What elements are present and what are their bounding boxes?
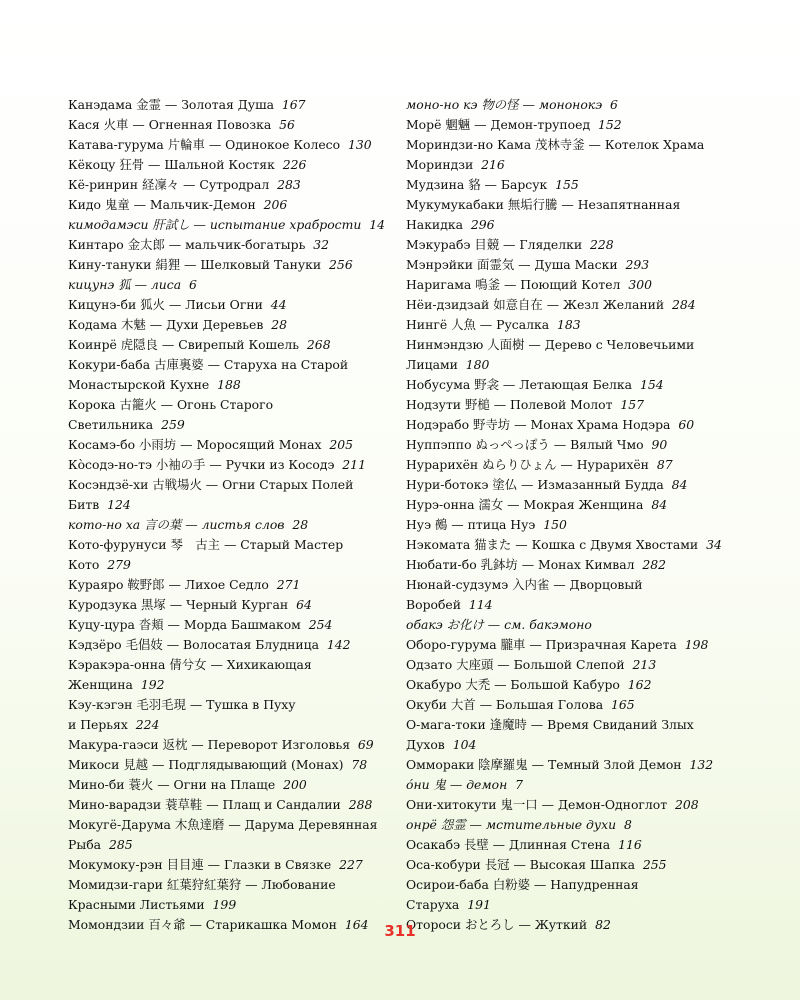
entry-text: Кокури-баба 古庫裏婆 — Старуха на Старой [68,357,349,372]
entry-page-number: 208 [674,797,699,812]
entry-page-number: 162 [627,677,652,692]
entry-text: кимодамэси 肝試し — испытание храбрости [68,217,362,232]
entry-page-number: 87 [656,457,673,472]
entry-text: Мудзина 貉 — Барсук [406,177,548,192]
entry-page-number: 157 [620,397,645,412]
entry-text: Кэу-кэгэн 毛羽毛現 — Тушка в Пуху [68,697,296,712]
index-entry [406,315,736,335]
index-entry [68,515,386,535]
index-entry [406,815,736,835]
entry-page-number: 114 [468,597,493,612]
index-entry [406,335,736,375]
entry-page-number: 165 [611,697,635,712]
index-entry [68,875,386,915]
entry-page-number: 271 [276,577,301,592]
entry-text: Кэракэра-онна 倩兮女 — Хихикающая [68,657,312,672]
entry-text: обакэ お化け — см. бакэмоно [406,617,592,632]
entry-text: Наригама 鳴釜 — Поющий Котел [406,277,621,292]
index-entry [406,375,736,395]
index-entry [406,615,736,635]
entry-continuation [68,555,386,575]
index-entry [406,455,736,475]
entry-text: кицунэ 狐 — лиса [68,277,182,292]
entry-continuation [68,675,386,695]
entry-page-number: 183 [556,317,581,332]
entry-page-number: 34 [706,537,722,552]
entry-text: О-мага-токи 逢魔時 — Время Свиданий Злых [406,717,694,732]
index-entry [406,635,736,655]
entry-page-number: 84 [671,477,688,492]
index-entry [68,175,386,195]
entry-page-number: 199 [212,897,237,912]
entry-text: Морё 魍魎 — Демон-трупоед [406,117,591,132]
entry-page-number: 279 [107,557,131,572]
entry-text: Нинмэндзю 人面樹 — Дерево с Человечьими [406,337,695,352]
entry-page-number: 60 [678,417,695,432]
entry-text: Они-хитокути 鬼一口 — Демон-Одноглот [406,797,668,812]
entry-page-number: 228 [590,237,614,252]
entry-page-number: 132 [689,757,714,772]
index-entry [68,695,386,735]
entry-page-number: 216 [481,157,505,172]
entry-page-number: 226 [282,157,307,172]
index-entry [68,635,386,655]
entry-page-number: 191 [467,897,491,912]
entry-page-number: 192 [140,677,165,692]
entry-page-number: 104 [452,737,477,752]
entry-page-number: 206 [263,197,288,212]
entry-page-number: 6 [610,97,618,112]
entry-text: Нуппэппо ぬっぺっぽう — Вялый Чмо [406,437,644,452]
index-entry [68,475,386,515]
index-entry [406,835,736,855]
index-entry [68,815,386,855]
entry-text: Момондзии 百々爺 — Старикашка Момон [68,917,337,932]
entry-text: Коинрё 虎隠良 — Свирепый Кошель [68,337,300,352]
entry-page-number: 180 [465,357,490,372]
entry-text: Мэкурабэ 目競 — Гляделки [406,237,583,252]
entry-continuation-text: Воробей [406,597,462,612]
entry-text: Нюнай-судзумэ 入内雀 — Дворцовый [406,577,643,592]
entry-text: Одзато 大座頭 — Большой Слепой [406,657,625,672]
index-entry [406,675,736,695]
entry-text: Кодама 木魅 — Духи Деревьев [68,317,264,332]
entry-text: Момидзи-гари 紅葉狩紅葉狩 — Любование [68,877,336,892]
entry-text: Куцу-цура 沓頬 — Морда Башмаком [68,617,301,632]
entry-text: Кася 火車 — Огненная Повозка [68,117,272,132]
entry-text: Кёкоцу 狂骨 — Шальной Костяк [68,157,275,172]
index-entry [68,235,386,255]
index-entry [68,795,386,815]
index-entry [68,335,386,355]
entry-page-number: 205 [329,437,354,452]
index-entry [68,255,386,275]
entry-page-number: 211 [342,457,366,472]
entry-page-number: 255 [642,857,667,872]
index-entry [68,535,386,575]
index-column-left [68,95,386,935]
index-entry [406,655,736,675]
entry-text: Косэндзё-хи 古戦場火 — Огни Старых Полей [68,477,354,492]
index-entry [68,775,386,795]
index-entry [406,535,736,555]
entry-text: Мино-варадзи 蓑草鞋 — Плащ и Сандалии [68,797,341,812]
entry-text: Мокугё-Дарума 木魚達磨 — Дарума Деревянная [68,817,378,832]
entry-continuation [406,215,736,235]
entry-continuation-text: Монастырской Кухне [68,377,210,392]
index-entry [406,515,736,535]
entry-continuation-text: и Перьях [68,717,128,732]
index-entry [406,755,736,775]
index-entry [406,435,736,455]
entry-text: Нингё 人魚 — Русалка [406,317,550,332]
index-entry [68,575,386,595]
index-entry [406,255,736,275]
entry-page-number: 6 [189,277,197,292]
entry-page-number: 155 [555,177,579,192]
index-entry [406,775,736,795]
entry-page-number: 256 [329,257,353,272]
entry-continuation [406,735,736,755]
entry-page-number: 254 [308,617,333,632]
entry-text: Нодзути 野槌 — Полевой Молот [406,397,613,412]
entry-page-number: 167 [281,97,306,112]
entry-page-number: 285 [108,837,133,852]
entry-text: Кинтаро 金太郎 — мальчик-богатырь [68,237,306,252]
entry-text: Кòсодэ-но-тэ 小袖の手 — Ручки из Косодэ [68,457,335,472]
entry-page-number: 288 [348,797,373,812]
index-entry [68,215,386,235]
entry-page-number: 84 [651,497,668,512]
entry-continuation-text: Женщина [68,677,133,692]
entry-text: óни 鬼 — демон [406,777,508,792]
index-entry [406,855,736,875]
index-entry [68,355,386,395]
entry-page-number: 198 [684,637,709,652]
entry-page-number: 259 [161,417,185,432]
entry-page-number: 64 [296,597,312,612]
index-entry [406,875,736,915]
entry-continuation-text: Светильника [68,417,154,432]
entry-page-number: 213 [632,657,657,672]
entry-text: Нодэрабо 野寺坊 — Монах Храма Нодэра [406,417,671,432]
entry-text: Оммораки 陰摩羅鬼 — Темный Злой Демон [406,757,682,772]
entry-page-number: 28 [271,317,287,332]
entry-text: Кэдзёро 毛倡妓 — Волосатая Блудница [68,637,320,652]
entry-page-number: 154 [639,377,664,392]
entry-text: Кё-ринрин 経凜々 — Сутродрал [68,177,270,192]
entry-page-number: 283 [277,177,301,192]
index-entry [406,415,736,435]
entry-text: Мокумоку-рэн 目目連 — Глазки в Связке [68,857,332,872]
entry-page-number: 28 [292,517,309,532]
entry-text: Кидо 鬼童 — Мальчик-Демон [68,197,256,212]
entry-page-number: 56 [279,117,295,132]
entry-continuation [68,715,386,735]
index-entry [68,295,386,315]
index-entry [406,575,736,615]
entry-text: Куродзука 黒塚 — Черный Курган [68,597,289,612]
index-entry [406,475,736,495]
entry-continuation-text: Старуха [406,897,460,912]
index-entry [68,195,386,215]
entry-page-number: 78 [351,757,368,772]
entry-text: Кицунэ-би 狐火 — Лисьи Огни [68,297,263,312]
page-number: 311 [384,922,416,940]
entry-text: Микоси 見越 — Подглядывающий (Монах) [68,757,344,772]
entry-text: Оборо-гурума 朧車 — Призрачная Карета [406,637,677,652]
index-entry [68,595,386,615]
entry-text: Корока 古籠火 — Огонь Старого [68,397,274,412]
entry-page-number: 8 [623,817,632,832]
entry-continuation-text: Накидка [406,217,463,232]
entry-text: Кину-тануки 絹狸 — Шелковый Тануки [68,257,322,272]
entry-text: Косамэ-бо 小雨坊 — Моросящий Монах [68,437,322,452]
entry-continuation-text: Лицами [406,357,458,372]
index-entry [68,115,386,135]
entry-continuation [68,495,386,515]
entry-page-number: 152 [598,117,622,132]
entry-text: Мино-би 蓑火 — Огни на Плаще [68,777,276,792]
entry-text: Кото-фурунуси 琴 古主 — Старый Мастер [68,537,344,552]
entry-text: Мориндзи-но Кама 茂林寺釜 — Котелок Храма [406,137,705,152]
entry-continuation [68,895,386,915]
entry-page-number: 188 [217,377,241,392]
index-entry [68,855,386,875]
entry-text: моно-но кэ 物の怪 — мононокэ [406,97,603,112]
index-entry [68,135,386,155]
index-column-right [406,95,736,935]
entry-text: Нурэ-онна 濡女 — Мокрая Женщина [406,497,644,512]
index-entry [406,195,736,235]
entry-continuation [68,375,386,395]
index-entry [68,755,386,775]
index-entry [406,135,736,175]
index-entry [68,275,386,295]
entry-page-number: 293 [625,257,650,272]
entry-page-number: 130 [347,137,372,152]
index-entry [406,795,736,815]
entry-text: Отороси おとろし — Жуткий [406,917,588,932]
index-entry [406,95,736,115]
entry-page-number: 124 [107,497,131,512]
entry-continuation [68,415,386,435]
entry-text: Нюбати-бо 乳鉢坊 — Монах Кимвал [406,557,635,572]
entry-page-number: 224 [135,717,160,732]
entry-text: Кураяро 鞍野郎 — Лихое Седло [68,577,269,592]
entry-continuation-text: Духов [406,737,445,752]
entry-text: Макура-гаэси 返枕 — Переворот Изголовья [68,737,351,752]
index-entry [406,275,736,295]
entry-text: Канэдама 金霊 — Золотая Душа [68,97,274,112]
index-entry [68,435,386,455]
index-entry [406,695,736,715]
entry-page-number: 32 [313,237,330,252]
entry-text: Нэкомата 猫また — Кошка с Двумя Хвостами [406,537,699,552]
entry-continuation-text: Мориндзи [406,157,474,172]
entry-page-number: 268 [306,337,331,352]
index-entry [406,715,736,755]
entry-text: Мукумукабаки 無垢行騰 — Незапятнанная [406,197,681,212]
index-entry [406,495,736,515]
index-entry [68,95,386,115]
entry-text: Нуэ 鵺 — птица Нуэ [406,517,536,532]
entry-page-number: 300 [628,277,652,292]
index-entry [406,115,736,135]
index-entry [406,295,736,315]
index-entry [68,315,386,335]
entry-text: Нури-ботокэ 塗仏 — Измазанный Будда [406,477,664,492]
entry-continuation-text: Красными Листьями [68,897,205,912]
entry-page-number: 296 [470,217,495,232]
entry-text: Окуби 大首 — Большая Голова [406,697,604,712]
entry-continuation [406,355,736,375]
entry-text: Мэнрэйки 面霊気 — Душа Маски [406,257,618,272]
entry-page-number: 142 [326,637,351,652]
entry-text: Нурарихён ぬらりひょん — Нурарихён [406,457,649,472]
index-entry [406,555,736,575]
entry-text: Катава-гурума 片輪車 — Одинокое Колесо [68,137,341,152]
entry-continuation-text: Рыба [68,837,102,852]
entry-page-number: 90 [651,437,668,452]
entry-text: Нёи-дзидзай 如意自在 — Жезл Желаний [406,297,665,312]
entry-text: Осирои-баба 白粉婆 — Напудренная [406,877,639,892]
entry-page-number: 150 [543,517,567,532]
entry-text: кото-но ха 言の葉 — листья слов [68,517,285,532]
index-entry [68,735,386,755]
entry-text: Оса-кобури 長冠 — Высокая Шапка [406,857,635,872]
entry-text: Осакабэ 長壁 — Длинная Стена [406,837,611,852]
entry-page-number: 44 [270,297,287,312]
index-entry [68,655,386,695]
entry-text: онрё 怨霊 — мстительные духи [406,817,617,832]
entry-page-number: 284 [672,297,696,312]
index-entry [68,395,386,435]
entry-continuation [406,155,736,175]
entry-page-number: 14 [369,217,386,232]
entry-text: Нобусума 野衾 — Летающая Белка [406,377,633,392]
entry-continuation [68,835,386,855]
index-entry [406,175,736,195]
entry-page-number: 282 [642,557,667,572]
entry-page-number: 227 [339,857,363,872]
index-entry [68,615,386,635]
entry-page-number: 164 [344,917,369,932]
entry-continuation-text: Кото [68,557,100,572]
entry-continuation [406,595,736,615]
entry-page-number: 7 [515,777,524,792]
index-entry [68,155,386,175]
entry-page-number: 82 [595,917,611,932]
entry-continuation-text: Битв [68,497,100,512]
entry-page-number: 200 [283,777,307,792]
index-entry [406,235,736,255]
entry-page-number: 69 [357,737,374,752]
index-entry [406,395,736,415]
index-entry [68,455,386,475]
entry-continuation [406,895,736,915]
entry-page-number: 116 [618,837,642,852]
entry-text: Окабуро 大禿 — Большой Кабуро [406,677,620,692]
